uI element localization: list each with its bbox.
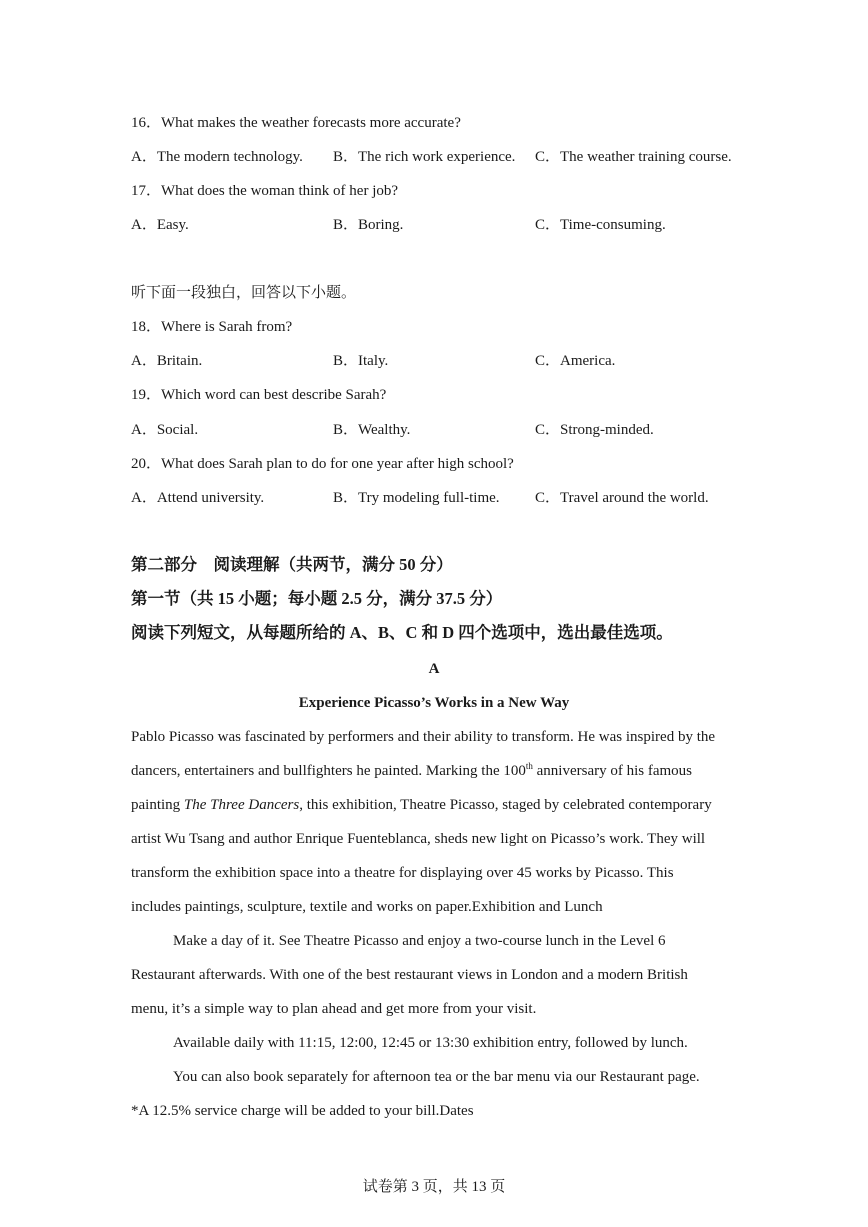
option-a: A．Easy. [131,217,189,233]
option-b: B．Boring. [333,217,404,233]
passage-line: menu, it’s a simple way to plan ahead and get more from your visit. [131,1001,537,1017]
text-segment: anniversary of his famous [532,763,693,779]
option-b: B．Italy. [333,353,389,369]
question-text: What does the woman think of her job? [161,183,399,199]
ordinal-suffix: th [525,761,533,771]
question-text: What does Sarah plan to do for one year after high school? [161,456,514,472]
passage-title: Experience Picasso’s Works in a New Way [298,695,570,711]
question-18 [131,317,292,337]
option-a: A．The modern technology. [131,149,303,165]
part-title: 第二部分 阅读理解（共两节，满分 50 分） [131,555,453,574]
option-c: C．America. [535,353,616,369]
page-footer: 试卷第 3 页，共 13 页 [362,1179,506,1195]
question-text: Where is Sarah from? [161,319,293,335]
question-20 [131,454,514,474]
question-number: 19． [131,387,162,403]
passage-line [131,795,712,815]
option-b: B．The rich work experience. [333,149,516,165]
question-number: 18． [131,319,162,335]
question-17 [131,181,398,201]
option-c: C．Time-consuming. [535,217,666,233]
option-c: C．Strong-minded. [535,422,654,438]
option-c: C．Travel around the world. [535,490,709,506]
monologue-instruction: 听下面一段独白，回答以下小题。 [131,285,357,301]
question-19 [131,385,386,405]
passage-line: Pablo Picasso was fascinated by performers and their ability to transform. He was inspired by the [131,729,716,745]
text-segment: painting [131,797,184,813]
option-b: B．Wealthy. [333,422,411,438]
option-a: A．Social. [131,422,199,438]
passage-line: transform the exhibition space into a theatre for displaying over 45 works by Picasso. This [131,865,674,881]
option-c: C．The weather training course. [535,149,732,165]
question-text: Which word can best describe Sarah? [161,387,387,403]
question-16 [131,113,461,133]
passage-line: Make a day of it. See Theatre Picasso and enjoy a two-course lunch in the Level 6 [173,933,666,949]
passage-line: *A 12.5% service charge will be added to your bill.Dates [131,1103,474,1119]
passage-line: includes paintings, sculpture, textile and works on paper.Exhibition and Lunch [131,899,603,915]
artwork-title: The Three Dancers [183,797,300,813]
option-a: A．Britain. [131,353,203,369]
option-a: A．Attend university. [131,490,265,506]
question-number: 16． [131,115,162,131]
question-text: What makes the weather forecasts more accurate? [161,115,461,131]
passage-line: Restaurant afterwards. With one of the best restaurant views in London and a modern British [131,967,688,983]
option-b: B．Try modeling full-time. [333,490,500,506]
sub-title: 第一节（共 15 小题；每小题 2.5 分，满分 37.5 分） [131,589,503,608]
question-number: 17． [131,183,162,199]
passage-line: Available daily with 11:15, 12:00, 12:45 or 13:30 exhibition entry, followed by lunch. [173,1035,688,1051]
passage-line: You can also book separately for afternoon tea or the bar menu via our Restaurant page. [173,1069,700,1085]
passage-line [131,761,692,781]
passage-line: artist Wu Tsang and author Enrique Fuenteblanca, sheds new light on Picasso’s work. They will [131,831,706,847]
passage-label: A [428,661,440,677]
question-number: 20． [131,456,162,472]
text-segment: dancers, entertainers and bullfighters he painted. Marking the 100 [131,763,526,779]
section-instruction: 阅读下列短文，从每题所给的 A、B、C 和 D 四个选项中，选出最佳选项。 [131,623,673,642]
text-segment: , this exhibition, Theatre Picasso, staged by celebrated contemporary [299,797,712,813]
